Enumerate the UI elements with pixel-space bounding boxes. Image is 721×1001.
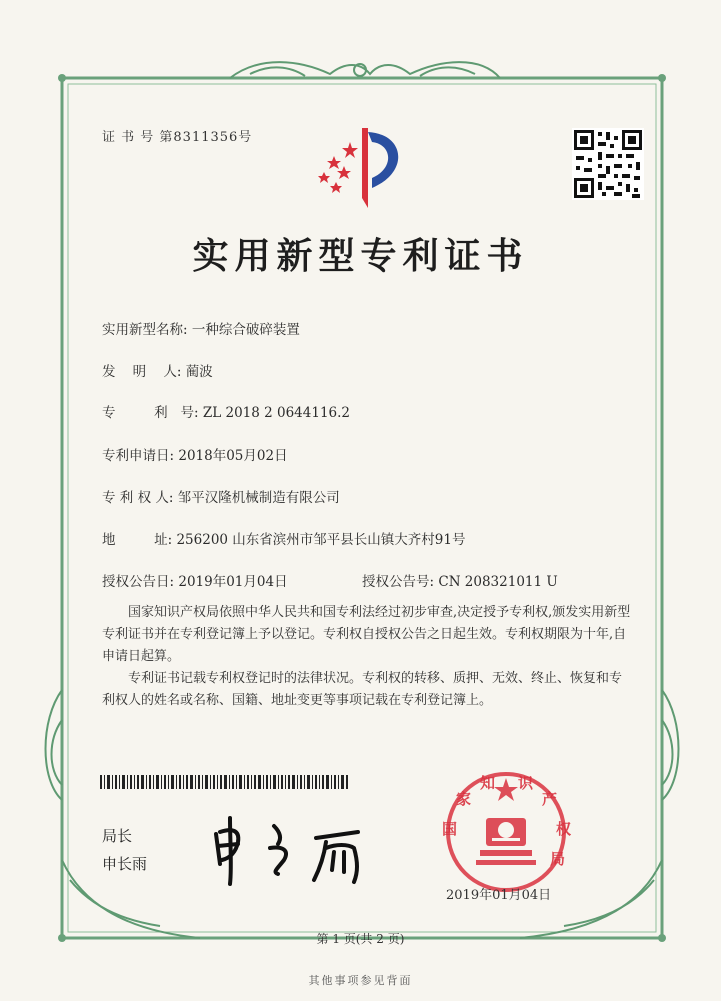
field-row-grant-date xyxy=(102,570,288,590)
svg-text:识: 识 xyxy=(518,774,534,792)
field-value: 邹平汉隆机械制造有限公司 xyxy=(177,490,340,506)
certificate-paragraph-2: 专利证书记载专利权登记时的法律状况。专利权的转移、质押、无效、终止、恢复和专利权人的姓名或名称、国籍、地址变更等事项记载在专利登记簿上。 xyxy=(102,671,623,708)
field-row-application-date xyxy=(102,444,288,464)
field-label: 实用新型名称: xyxy=(102,322,188,338)
field-label: 发 明 人: xyxy=(102,364,182,380)
director-signature xyxy=(208,812,378,892)
field-row-inventor xyxy=(102,360,213,380)
patent-office-logo xyxy=(310,122,420,214)
svg-text:知: 知 xyxy=(480,774,496,792)
svg-text:权: 权 xyxy=(556,820,572,838)
field-value: ZL 2018 2 0644116.2 xyxy=(202,405,351,421)
certificate-title: 实用新型专利证书 xyxy=(192,235,529,277)
svg-text:产: 产 xyxy=(542,790,558,808)
qr-code xyxy=(572,128,644,200)
field-value: 256200 山东省滨州市邹平县长山镇大齐村91号 xyxy=(176,532,466,548)
barcode xyxy=(100,775,350,789)
field-label: 授权公告日: xyxy=(102,574,175,590)
director-title: 局长 xyxy=(102,827,133,845)
field-value: 蔺波 xyxy=(185,364,213,380)
field-row-patent-number xyxy=(102,401,350,421)
svg-text:国: 国 xyxy=(442,820,458,838)
field-row-address xyxy=(102,528,465,548)
svg-text:局: 局 xyxy=(550,850,566,868)
page-number: 第 1 页(共 2 页) xyxy=(316,932,405,946)
footer-note: 其他事项参见背面 xyxy=(308,974,413,987)
field-value: 2019年01月04日 xyxy=(178,574,288,590)
field-value: 2018年05月02日 xyxy=(178,448,288,464)
field-label: 专利申请日: xyxy=(102,448,175,464)
field-label: 地 址: xyxy=(102,532,173,548)
official-seal xyxy=(426,768,586,898)
director-name: 申长雨 xyxy=(102,855,148,873)
field-value: CN 208321011 U xyxy=(438,574,558,590)
field-label: 专 利 权 人: xyxy=(102,490,174,506)
seal-date: 2019年01月04日 xyxy=(446,888,552,903)
certificate-paragraph-1: 国家知识产权局依照中华人民共和国专利法经过初步审查,决定授予专利权,颁发实用新型专利证书并在专利登记簿上予以登记。专利权自授权公告之日起生效。专利权期限为十年,自申请日起算。 xyxy=(102,605,631,664)
field-row-utility-model-name xyxy=(102,318,300,338)
field-row-grant-number xyxy=(362,570,558,590)
certificate-number: 证 书 号 第8311356号 xyxy=(102,130,253,145)
field-value: 一种综合破碎装置 xyxy=(191,322,300,338)
field-label: 授权公告号: xyxy=(362,574,435,590)
field-label: 专 利 号: xyxy=(102,405,199,421)
svg-text:家: 家 xyxy=(456,790,472,808)
field-row-patentee xyxy=(102,486,340,506)
